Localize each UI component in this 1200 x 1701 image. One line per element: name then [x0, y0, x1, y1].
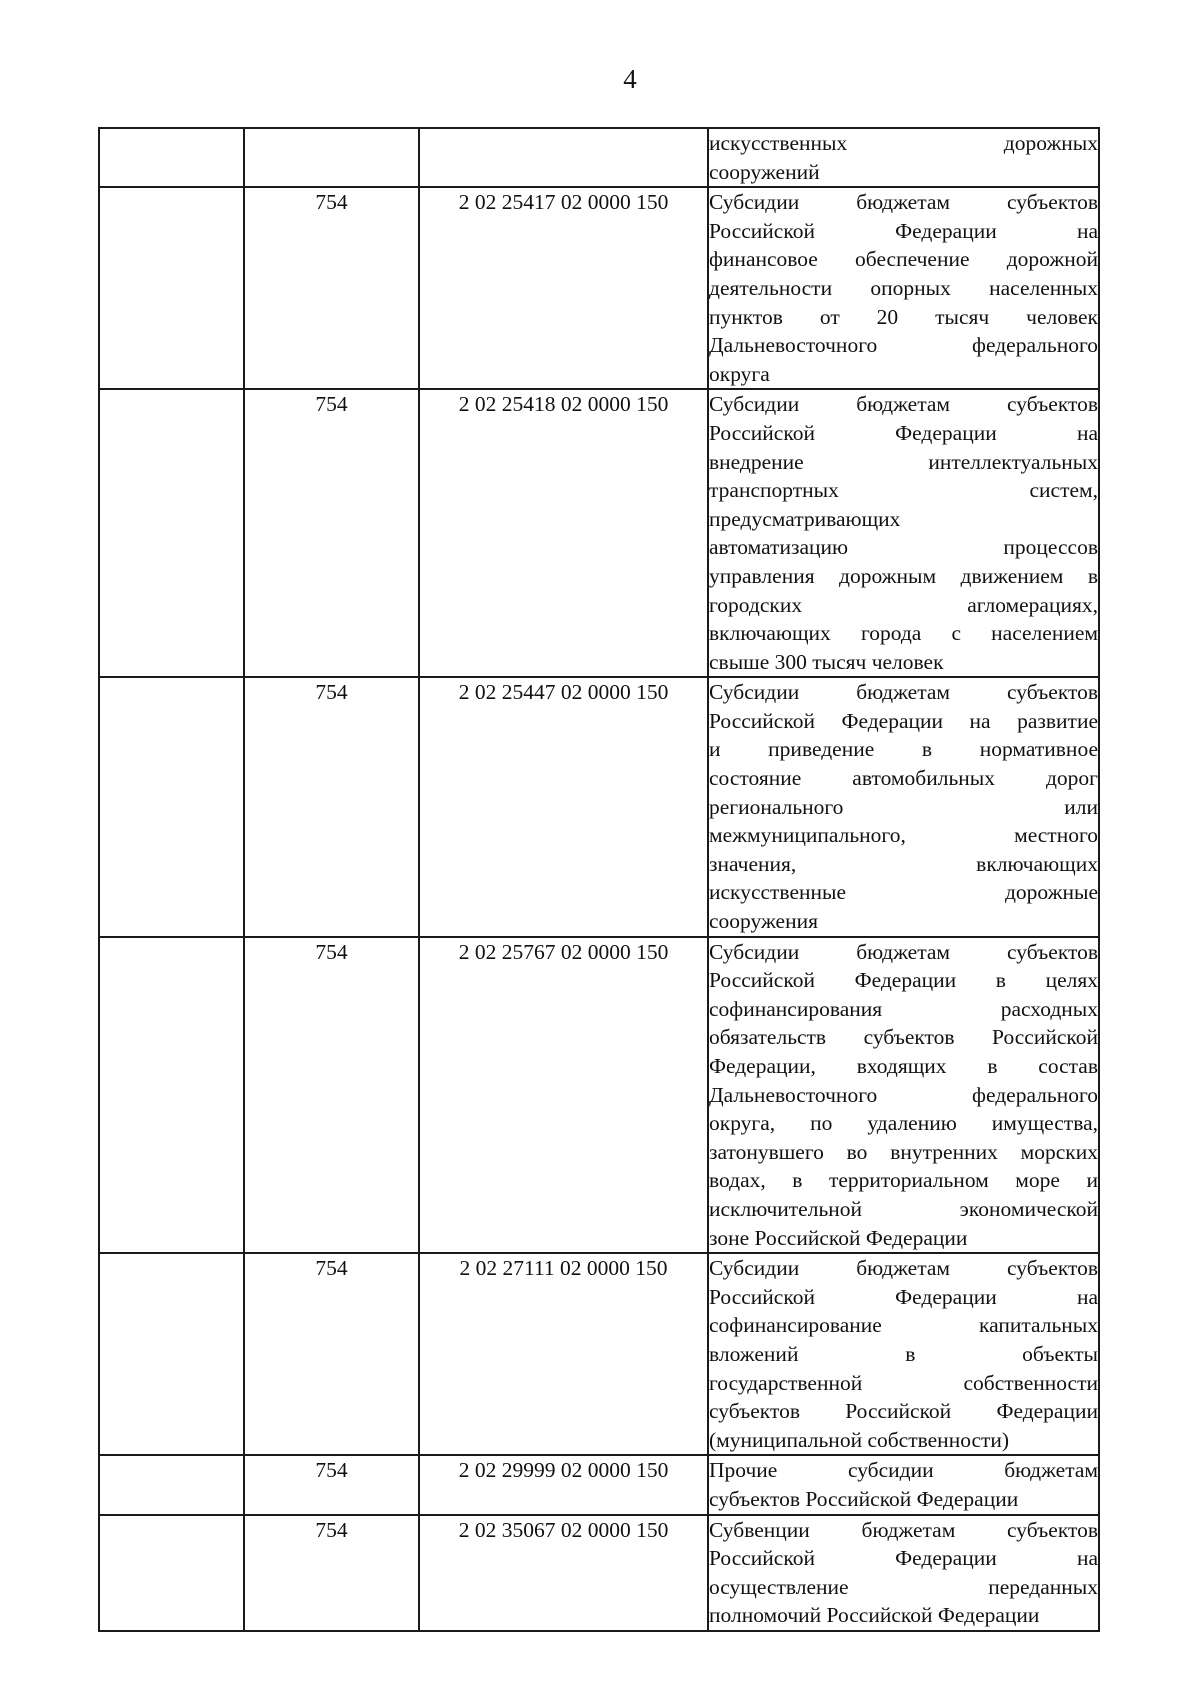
description-line: Российской Федерации на	[709, 218, 1098, 243]
description-line: Субсидии бюджетам субъектов	[709, 939, 1098, 964]
description-line: софинансирования расходных	[709, 996, 1098, 1021]
description-cell	[708, 1455, 1099, 1514]
description-cell	[708, 1515, 1099, 1631]
description-line: Субсидии бюджетам субъектов	[709, 190, 1098, 215]
description-line: Российской Федерации на	[709, 420, 1098, 445]
description-line: искусственные дорожные	[709, 880, 1098, 905]
empty-cell	[99, 187, 244, 389]
budget-code-cell: 2 02 25767 02 0000 150	[419, 937, 708, 1254]
description-cell	[708, 128, 1099, 187]
budget-classification-table	[98, 127, 1100, 1632]
budget-code-cell: 2 02 25417 02 0000 150	[419, 187, 708, 389]
admin-code-cell: 754	[244, 1253, 419, 1455]
empty-cell	[99, 1253, 244, 1455]
description-line: искусственных дорожных	[709, 131, 1098, 155]
description-line: субъектов Российской Федерации	[709, 1399, 1098, 1424]
description-line: и приведение в нормативное	[709, 737, 1098, 762]
empty-cell	[99, 389, 244, 677]
admin-code-cell: 754	[244, 187, 419, 389]
description-line: Субсидии бюджетам субъектов	[709, 1256, 1098, 1281]
empty-cell	[99, 677, 244, 936]
table-row	[99, 677, 1099, 936]
admin-code-cell: 754	[244, 389, 419, 677]
description-line: полномочий Российской Федерации	[709, 1603, 1040, 1628]
description-line: состояние автомобильных дорог	[709, 766, 1098, 791]
description-line: осуществление переданных	[709, 1574, 1098, 1599]
admin-code-cell: 754	[244, 937, 419, 1254]
description-line: городских агломерациях,	[709, 592, 1098, 617]
table-row	[99, 1455, 1099, 1514]
description-line: регионального или	[709, 794, 1098, 819]
description-line: финансовое обеспечение дорожной	[709, 247, 1098, 272]
table-row	[99, 1515, 1099, 1631]
description-line: управления дорожным движением в	[709, 563, 1098, 588]
empty-cell	[99, 1455, 244, 1514]
empty-cell	[99, 128, 244, 187]
description-line: деятельности опорных населенных	[709, 275, 1098, 300]
budget-code-cell	[419, 128, 708, 187]
description-line: исключительной экономической	[709, 1196, 1098, 1221]
table-row	[99, 128, 1099, 187]
description-line: Прочие субсидии бюджетам	[709, 1458, 1098, 1483]
description-line: межмуниципального, местного	[709, 823, 1098, 848]
description-line: зоне Российской Федерации	[709, 1225, 968, 1250]
budget-code-cell: 2 02 35067 02 0000 150	[419, 1515, 708, 1631]
page-number: 4	[623, 64, 637, 94]
description-line: субъектов Российской Федерации	[709, 1486, 1019, 1511]
description-line: Субсидии бюджетам субъектов	[709, 392, 1098, 417]
description-cell	[708, 389, 1099, 677]
description-line: свыше 300 тысяч человек	[709, 649, 944, 674]
description-line: затонувшего во внутренних морских	[709, 1139, 1098, 1164]
description-line: софинансирование капитальных	[709, 1313, 1098, 1338]
description-line: Субвенции бюджетам субъектов	[709, 1517, 1098, 1542]
description-line: государственной собственности	[709, 1370, 1098, 1395]
budget-code-cell: 2 02 29999 02 0000 150	[419, 1455, 708, 1514]
description-line: внедрение интеллектуальных	[709, 449, 1098, 474]
description-line: округа, по удалению имущества,	[709, 1111, 1098, 1136]
description-line: сооружений	[709, 159, 820, 184]
admin-code-cell	[244, 128, 419, 187]
budget-code-cell: 2 02 25447 02 0000 150	[419, 677, 708, 936]
description-cell	[708, 937, 1099, 1254]
table-row	[99, 187, 1099, 389]
admin-code-cell: 754	[244, 1515, 419, 1631]
description-cell	[708, 187, 1099, 389]
description-line: транспортных систем,	[709, 478, 1098, 503]
description-line: включающих города с населением	[709, 621, 1098, 646]
empty-cell	[99, 1515, 244, 1631]
description-line: Дальневосточного федерального	[709, 333, 1098, 358]
admin-code-cell: 754	[244, 1455, 419, 1514]
description-line: Российской Федерации на	[709, 1284, 1098, 1309]
table-row	[99, 389, 1099, 677]
description-line: вложений в объекты	[709, 1341, 1098, 1366]
description-line: (муниципальной собственности)	[709, 1427, 1010, 1452]
description-line: округа	[709, 361, 770, 386]
description-line: Федерации, входящих в состав	[709, 1054, 1098, 1078]
description-line: значения, включающих	[709, 851, 1098, 876]
admin-code-cell: 754	[244, 677, 419, 936]
description-line: Субсидии бюджетам субъектов	[709, 680, 1098, 705]
description-cell	[708, 677, 1099, 936]
budget-code-cell: 2 02 25418 02 0000 150	[419, 389, 708, 677]
description-line: Дальневосточного федерального	[709, 1082, 1098, 1107]
table-row	[99, 937, 1099, 1254]
description-line: автоматизацию процессов	[709, 535, 1098, 560]
description-line: Российской Федерации в целях	[709, 968, 1098, 993]
description-line: обязательств субъектов Российской	[709, 1025, 1098, 1050]
description-cell	[708, 1253, 1099, 1455]
table-row	[99, 1253, 1099, 1455]
description-line: пунктов от 20 тысяч человек	[709, 304, 1098, 329]
description-line: предусматривающих	[709, 506, 901, 531]
description-line: Российской Федерации на	[709, 1546, 1098, 1571]
empty-cell	[99, 937, 244, 1254]
description-line: водах, в территориальном море и	[709, 1168, 1098, 1193]
description-line: Российской Федерации на развитие	[709, 708, 1098, 733]
budget-code-cell: 2 02 27111 02 0000 150	[419, 1253, 708, 1455]
description-line: сооружения	[709, 909, 818, 934]
